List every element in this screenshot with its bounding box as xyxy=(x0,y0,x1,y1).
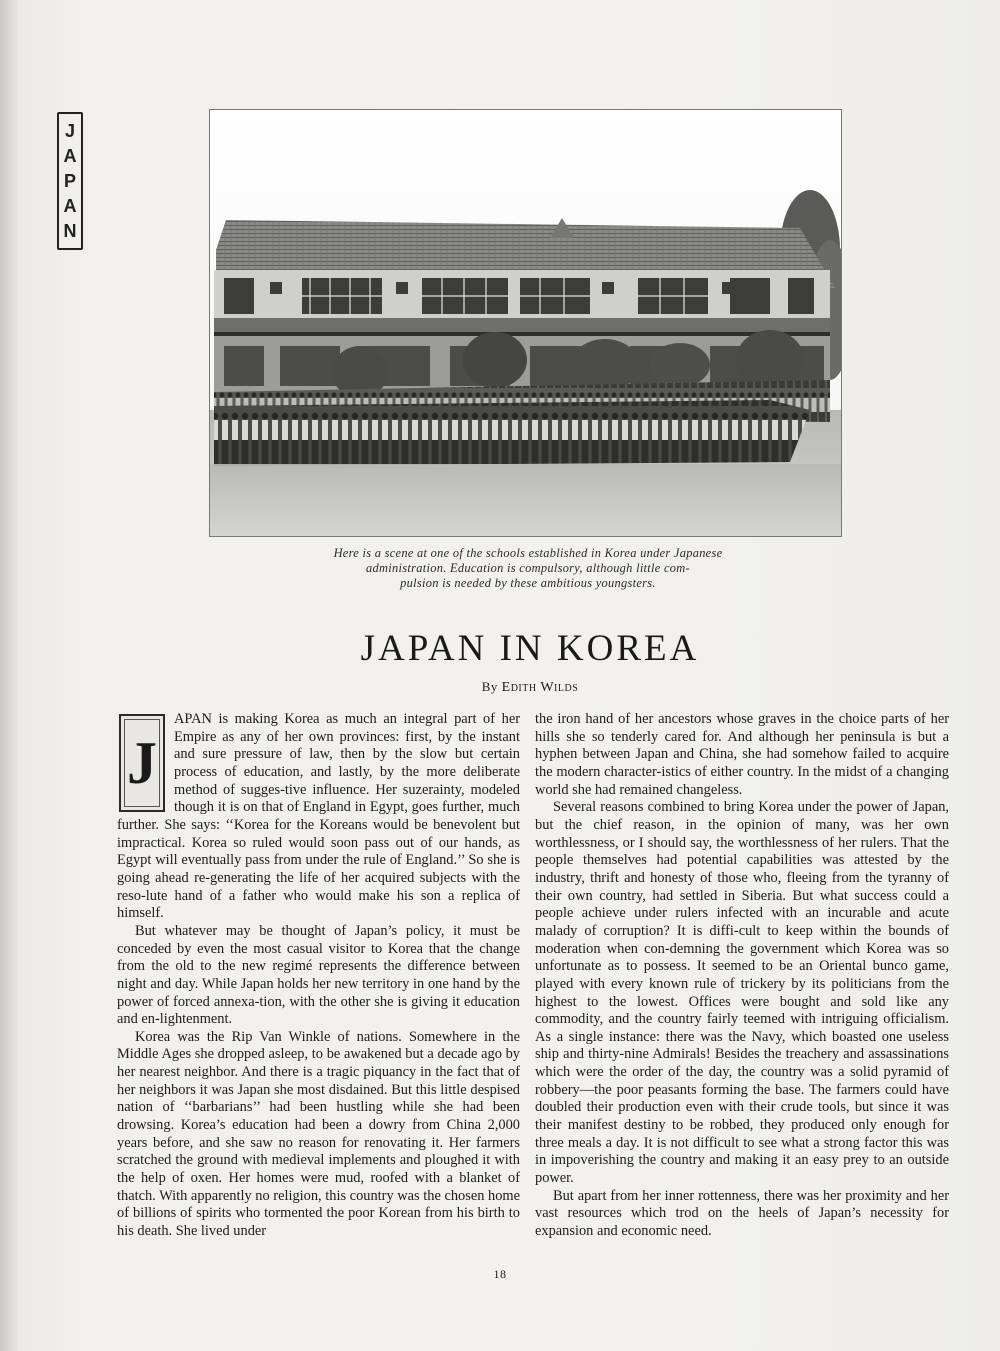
article-byline xyxy=(400,679,660,696)
article-paragraph: Korea was the Rip Van Winkle of nations. Somewhere in the Middle Ages she dropped asleep, to be awakened but a decade ago by her nearest neighbor. And there is a tragic piquancy in the fact that of her neighbors it was Japan she most disdained. But this little despised nation of ‘‘barbarians’’ had been hustling while she had been drowsing. Korea’s education had been a dowry from China 2,000 years before, and she saw no reason for renovating it. Her farmers scratched the ground with medieval implements and ploughed it with the help of oxen. Her homes were mud, roofed with a blanket of thatch. With apparently no religion, this country was the chosen home of billions of spirits who tormented the poor Korean from his birth to his death. She lived under xyxy=(117,1028,520,1240)
article-paragraph: Several reasons combined to bring Korea under the power of Japan, but the chief reason, in the opinion of many, was her own worthlessness, or I should say, the worthlessness of her rulers. That the people themselves had potential capabilities was attested by the industry, thrift and honesty of those who, fleeing from the tyranny of their own country, had settled in Siberia. But what success could a people achieve under rulers infected with an incurable and acute malady of corruption? It is diffi-cult to keep within the bounds of moderation when con-demning the government which Korea was so unfortunate as to possess. It seemed to be an Oriental bunco game, played with every known rule of trickery by its politicians from the highest to the lowest. Offices were bought and sold like any commodity, and the country fairly teemed with intriguing officialism. As a single instance: there was the Navy, which boasted one useless ship and thirty-nine Admirals! Besides the treachery and assassinations which were the order of the day, the country was a solid pyramid of robbery—the poor peasants forming the base. The farmers could have doubled their production even with their crude tools, but since it was their manifest destiny to be robbed, they produced only enough for three meals a day. It is not difficult to see what a strong factor this was in impoverishing the country and making it an easy prey to an outside power. xyxy=(535,799,949,1187)
section-tab-letter: N xyxy=(63,221,77,242)
section-tab-letter: P xyxy=(63,170,76,191)
drop-cap-initial xyxy=(119,714,165,812)
school-photo-illustration xyxy=(210,110,841,536)
article-column-right xyxy=(535,711,949,1241)
section-tab-japan xyxy=(57,112,83,250)
article-paragraph xyxy=(117,711,520,923)
page-binding-edge xyxy=(0,0,18,1351)
section-tab-letter: A xyxy=(63,196,77,217)
byline-author: Edith Wilds xyxy=(501,680,579,695)
photo-caption xyxy=(258,546,798,591)
paragraph-text: APAN is making Korea as much an integral part of her Empire as any of her own provinces: first, by the instant and sure pressure of law, then by the slow but certain process of education, and lastly, by the more deliberate method of sugges-tive influence. Her suzerainty, modeled though it is on that of England in Egypt, goes further, much further. She says: ‘‘Korea for the Koreans would be benevolent but impractical. Korea so ruled would soon pass out of our hands, as Egypt will eventually pass from under the rule of England.’’ So she is going ahead re-generating the life of her acquired subjects with the reso-lute hand of a father who would make his son a replica of himself. xyxy=(117,711,520,922)
caption-line: Here is a scene at one of the schools established in Korea under Japanese xyxy=(333,546,723,560)
page-number: 18 xyxy=(493,1267,507,1281)
section-tab-letter: J xyxy=(64,120,75,141)
article-paragraph: the iron hand of her ancestors whose graves in the choice parts of her hills she so tenderly cared for. And although her peninsula is but a hyphen between Japan and China, she had somehow failed to acquire the modern character-istics of either country. In the midst of a changing world she had remained changeless. xyxy=(535,711,949,798)
section-tab-letter: A xyxy=(63,145,77,166)
caption-line: pulsion is needed by these ambitious youngsters. xyxy=(400,576,656,590)
article-paragraph: But whatever may be thought of Japan’s policy, it must be conceded by even the most casual visitor to Korea that the change from the old to the new regimé represents the difference between night and day. While Japan holds her new territory in one hand by the power of forced annexa-tion, with the other she is giving it education and en-lightenment. xyxy=(117,922,520,1028)
article-column-left xyxy=(117,711,520,1241)
school-photograph xyxy=(209,109,842,537)
article-title: JAPAN IN KOREA xyxy=(360,628,700,669)
article-paragraph: But apart from her inner rottenness, there was her proximity and her vast resources which trod on the heels of Japan’s necessity for expansion and economic need. xyxy=(535,1187,949,1240)
byline-prefix: By xyxy=(481,679,498,694)
caption-line: administration. Education is compulsory, although little com- xyxy=(366,561,690,575)
drop-cap-letter: J xyxy=(127,730,157,796)
